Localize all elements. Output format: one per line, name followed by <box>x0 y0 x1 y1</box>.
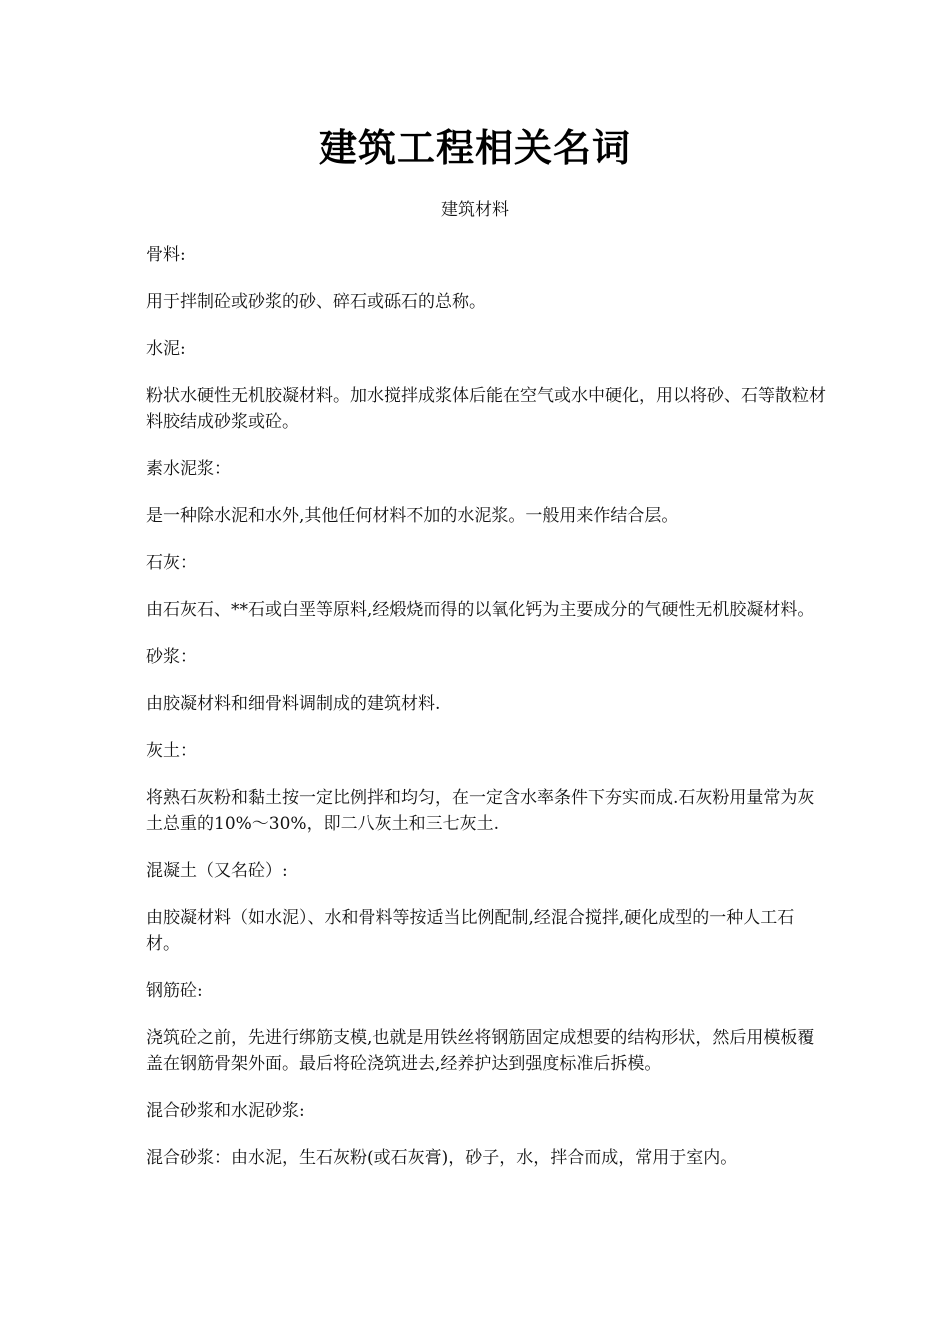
glossary-definition: 由石灰石、**石或白垩等原料,经煅烧而得的以氧化钙为主要成分的气硬性无机胶凝材料。 <box>146 600 815 620</box>
glossary-definition: 混合砂浆：由水泥，生石灰粉(或石灰膏)，砂子，水，拌合而成，常用于室内。 <box>146 1148 738 1168</box>
glossary-definition: 用于拌制砼或砂浆的砂、碎石或砾石的总称。 <box>146 292 486 312</box>
glossary-term: 钢筋砼: <box>146 981 203 1001</box>
glossary-term: 混合砂浆和水泥砂浆: <box>146 1101 305 1121</box>
glossary-term: 石灰： <box>146 553 197 573</box>
glossary-definition: 由胶凝材料（如水泥）、水和骨料等按适当比例配制,经混合搅拌,硬化成型的一种人工石材。 <box>146 908 795 954</box>
glossary-list <box>146 242 826 1192</box>
glossary-definition: 粉状水硬性无机胶凝材料。加水搅拌成浆体后能在空气或水中硬化，用以将砂、石等散粒材料胶结成砂浆或砼。 <box>146 386 826 432</box>
glossary-definition: 浇筑砼之前，先进行绑筋支模,也就是用铁丝将钢筋固定成想要的结构形状，然后用模板覆盖在钢筋骨架外面。最后将砼浇筑进去,经养护达到强度标准后拆模。 <box>146 1028 815 1074</box>
glossary-term: 水泥: <box>146 339 186 359</box>
section-heading: 建筑材料 <box>441 200 509 220</box>
glossary-term: 骨料: <box>146 245 186 265</box>
glossary-term: 素水泥浆： <box>146 459 231 479</box>
glossary-definition: 是一种除水泥和水外,其他任何材料不加的水泥浆。一般用来作结合层。 <box>146 506 679 526</box>
glossary-term: 砂浆： <box>146 647 197 667</box>
glossary-definition: 将熟石灰粉和黏土按一定比例拌和均匀，在一定含水率条件下夯实而成.石灰粉用量常为灰土总重的10%～30%，即二八灰土和三七灰土. <box>146 788 815 834</box>
glossary-definition: 由胶凝材料和细骨料调制成的建筑材料. <box>146 694 441 714</box>
document-title: 建筑工程相关名词 <box>318 125 631 170</box>
glossary-term: 灰土： <box>146 741 197 761</box>
glossary-term: 混凝土（又名砼）: <box>146 861 288 881</box>
